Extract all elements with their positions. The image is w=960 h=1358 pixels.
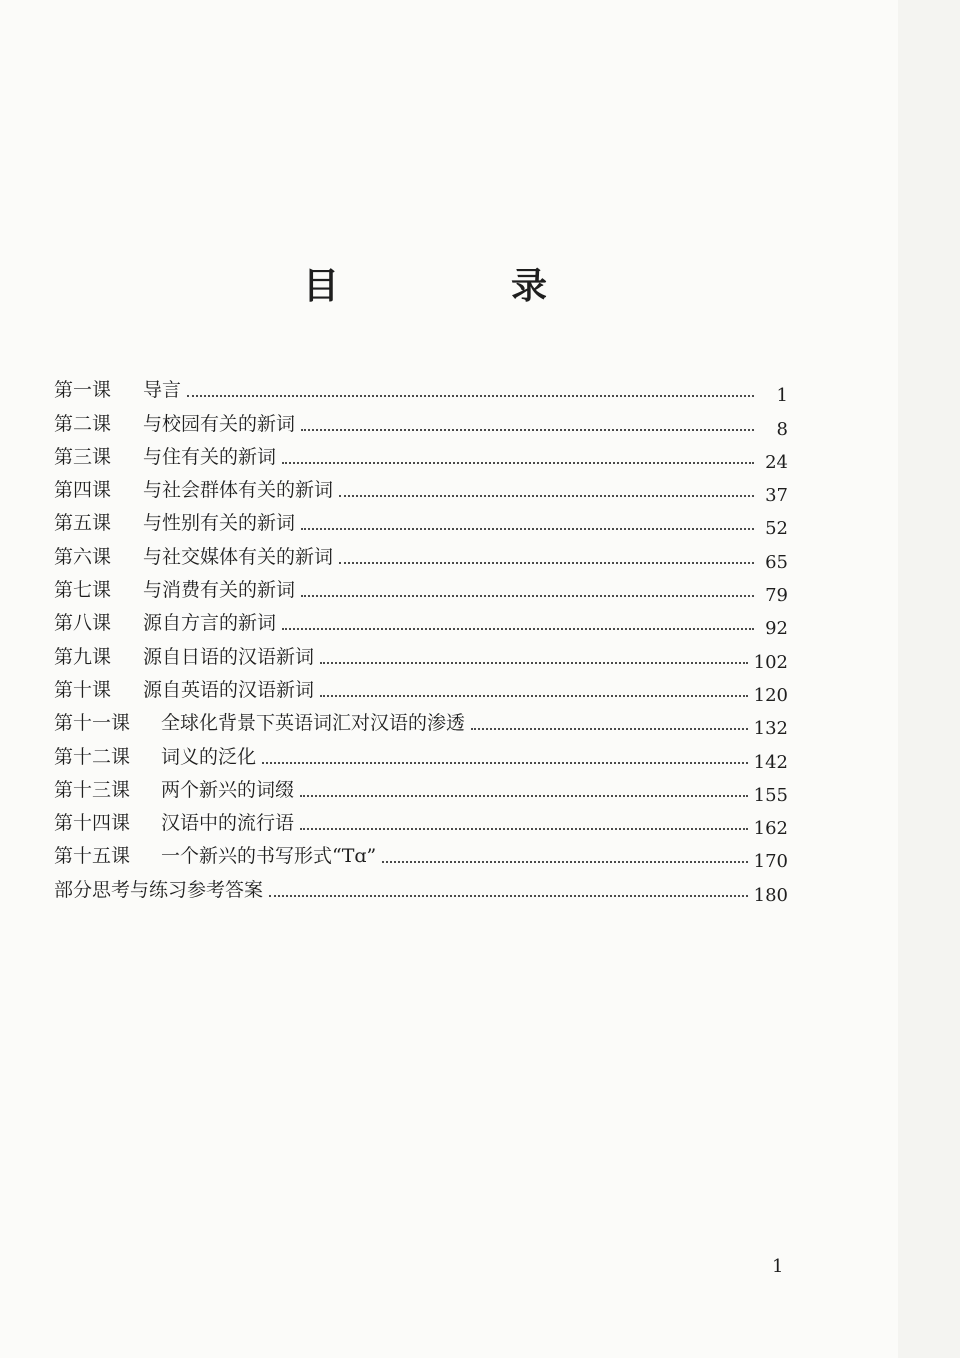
toc-entry-12[interactable] — [54, 736, 788, 773]
toc-lesson-label: 第十一课 — [54, 712, 131, 735]
toc-page-number: 79 — [765, 585, 788, 607]
dot-leader — [471, 728, 748, 730]
toc-lesson-label: 第十课 — [54, 678, 112, 701]
toc-entry-15[interactable] — [54, 836, 788, 873]
toc-entry-4[interactable] — [54, 470, 788, 507]
page-title: 目 录 — [302, 265, 615, 307]
toc-entry-2[interactable] — [54, 403, 788, 440]
toc-lesson-label: 第七课 — [54, 579, 112, 602]
toc-entry-title: 词义的泛化 — [161, 745, 257, 768]
toc-entry-title: 全球化背景下英语词汇对汉语的渗透 — [161, 712, 466, 735]
toc-page-number: 132 — [753, 718, 788, 740]
dot-leader — [282, 628, 754, 630]
toc-lesson-label: 第九课 — [54, 645, 112, 668]
toc-page-number: 65 — [765, 551, 788, 573]
toc-entry-14[interactable] — [54, 803, 788, 840]
dot-leader — [282, 462, 754, 464]
toc-entry-title: 源自日语的汉语新词 — [143, 645, 315, 668]
toc-lesson-label: 第十五课 — [54, 845, 131, 868]
toc-entry-10[interactable] — [54, 670, 788, 706]
toc-lesson-label: 第四课 — [54, 479, 112, 502]
toc-page-number: 142 — [753, 751, 788, 773]
toc-page-number: 37 — [765, 485, 788, 507]
toc-lesson-label: 第十二课 — [54, 745, 131, 768]
toc-entry-title: 源自方言的新词 — [143, 612, 277, 635]
dot-leader — [300, 828, 748, 830]
toc-entry-title: 两个新兴的词缀 — [161, 778, 295, 801]
dot-leader — [320, 695, 748, 697]
toc-page-number: 170 — [753, 851, 788, 873]
footer-page-number: 1 — [772, 1256, 784, 1277]
toc-lesson-label: 第十四课 — [54, 812, 131, 835]
toc-page-number: 162 — [753, 818, 788, 840]
dot-leader — [301, 595, 754, 597]
toc-page-number: 102 — [753, 651, 788, 673]
dot-leader — [382, 861, 747, 863]
toc-entry-9[interactable] — [54, 636, 788, 673]
toc-page-number: 92 — [765, 618, 788, 640]
toc-entry-title: 一个新兴的书写形式“Tɑ” — [161, 845, 377, 868]
toc-entry-title: 与社会群体有关的新词 — [143, 479, 334, 502]
toc-page-number: 180 — [753, 884, 788, 906]
toc-page-number: 155 — [753, 784, 788, 806]
dot-leader — [262, 762, 748, 764]
toc-entry-title: 与校园有关的新词 — [143, 412, 296, 435]
toc-lesson-label: 第一课 — [54, 379, 112, 402]
toc-lesson-label: 第十三课 — [54, 778, 131, 801]
toc-entry-title: 与住有关的新词 — [143, 445, 277, 468]
toc-entry-13[interactable] — [54, 770, 788, 806]
toc-entry-11[interactable] — [54, 703, 788, 740]
dot-leader — [301, 429, 754, 431]
toc-page-number: 120 — [753, 684, 788, 706]
toc-page-number: 8 — [776, 418, 788, 440]
toc-lesson-label: 第二课 — [54, 412, 112, 435]
toc-page-number: 1 — [776, 385, 788, 407]
toc-entry-6[interactable] — [54, 536, 788, 573]
toc-lesson-label: 第六课 — [54, 545, 112, 568]
dot-leader — [269, 895, 748, 897]
dot-leader — [301, 528, 754, 530]
toc-entry-7[interactable] — [54, 570, 788, 607]
dot-leader — [320, 662, 748, 664]
dot-leader — [339, 495, 754, 497]
dot-leader — [300, 795, 748, 797]
toc-page-number: 52 — [765, 518, 788, 540]
toc-entry-title: 部分思考与练习参考答案 — [54, 878, 264, 901]
toc-entry-5[interactable] — [54, 503, 788, 540]
toc-page-number: 24 — [765, 451, 788, 473]
toc-lesson-label: 第五课 — [54, 512, 112, 535]
toc-entry-title: 与社交媒体有关的新词 — [143, 545, 334, 568]
toc-entry-1[interactable] — [54, 370, 788, 407]
page-edge-shade — [898, 0, 960, 1358]
toc-entry-title: 汉语中的流行语 — [161, 812, 295, 835]
toc-lesson-label: 第三课 — [54, 445, 112, 468]
toc-entry-8[interactable] — [54, 603, 788, 640]
dot-leader — [187, 395, 754, 397]
table-of-contents — [54, 370, 788, 906]
toc-entry-title: 与性别有关的新词 — [143, 512, 296, 535]
toc-entry-title: 源自英语的汉语新词 — [143, 678, 315, 701]
toc-entry-16[interactable] — [54, 869, 788, 906]
toc-entry-title: 与消费有关的新词 — [143, 579, 296, 602]
toc-entry-3[interactable] — [54, 437, 788, 473]
toc-lesson-label: 第八课 — [54, 612, 112, 635]
toc-entry-title: 导言 — [143, 379, 182, 402]
dot-leader — [339, 562, 754, 564]
